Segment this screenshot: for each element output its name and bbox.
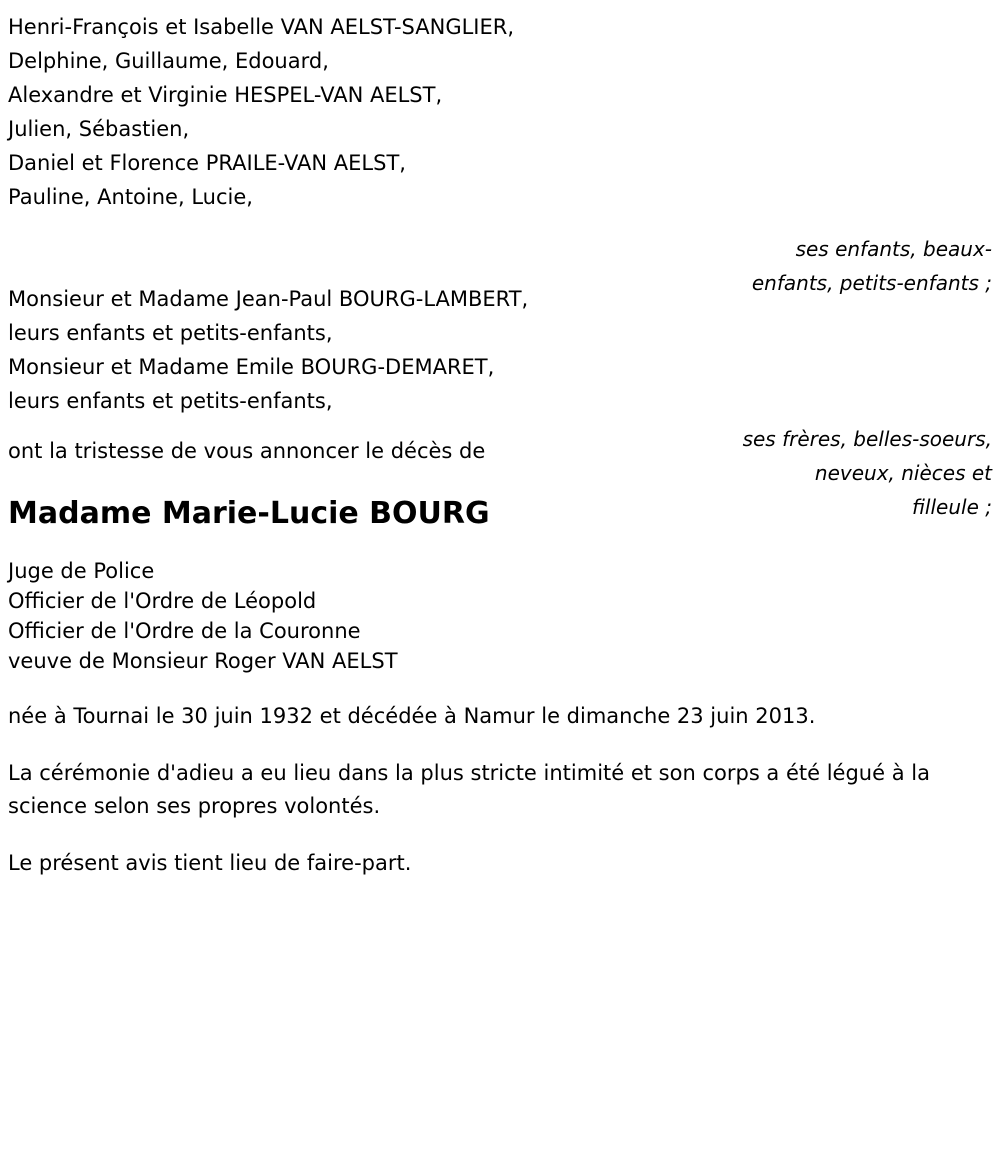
family-line: leurs enfants et petits-enfants, [8,321,333,345]
announcement-text: ont la tristesse de vous annoncer le décès de [8,439,486,463]
family-line: Alexandre et Virginie HESPEL-VAN AELST, [8,83,443,107]
notice-paragraph: Le présent avis tient lieu de faire-part. [8,851,412,875]
family-line: Julien, Sébastien, [8,117,190,141]
relation-label-siblings: ses frères, belles-soeurs, neveux, nièces et filleule ; [742,427,992,519]
family-line: Pauline, Antoine, Lucie, [8,185,253,209]
title-line: Officier de l'Ordre de Léopold [8,589,317,613]
deceased-name: Madame Marie-Lucie BOURG [8,496,490,531]
family-line: leurs enfants et petits-enfants, [8,389,333,413]
family-line: Delphine, Guillaume, Edouard, [8,49,329,73]
relation-label-children: ses enfants, beaux-enfants, petits-enfants ; [751,237,992,295]
family-line: Daniel et Florence PRAILE-VAN AELST, [8,151,406,175]
family-line: Monsieur et Madame Jean-Paul BOURG-LAMBERT, [8,287,529,311]
birth-death-paragraph: née à Tournai le 30 juin 1932 et décédée à Namur le dimanche 23 juin 2013. [8,704,816,728]
family-block-children [8,10,992,295]
titles-list [8,556,992,676]
title-line: Officier de l'Ordre de la Couronne [8,619,361,643]
family-line: Monsieur et Madame Emile BOURG-DEMARET, [8,355,495,379]
title-line: Juge de Police [8,559,155,583]
title-line: veuve de Monsieur Roger VAN AELST [8,649,398,673]
family-line: Henri-François et Isabelle VAN AELST-SANGLIER, [8,15,515,39]
ceremony-paragraph: La cérémonie d'adieu a eu lieu dans la plus stricte intimité et son corps a été légué à la science selon ses propres volontés. [8,761,930,818]
